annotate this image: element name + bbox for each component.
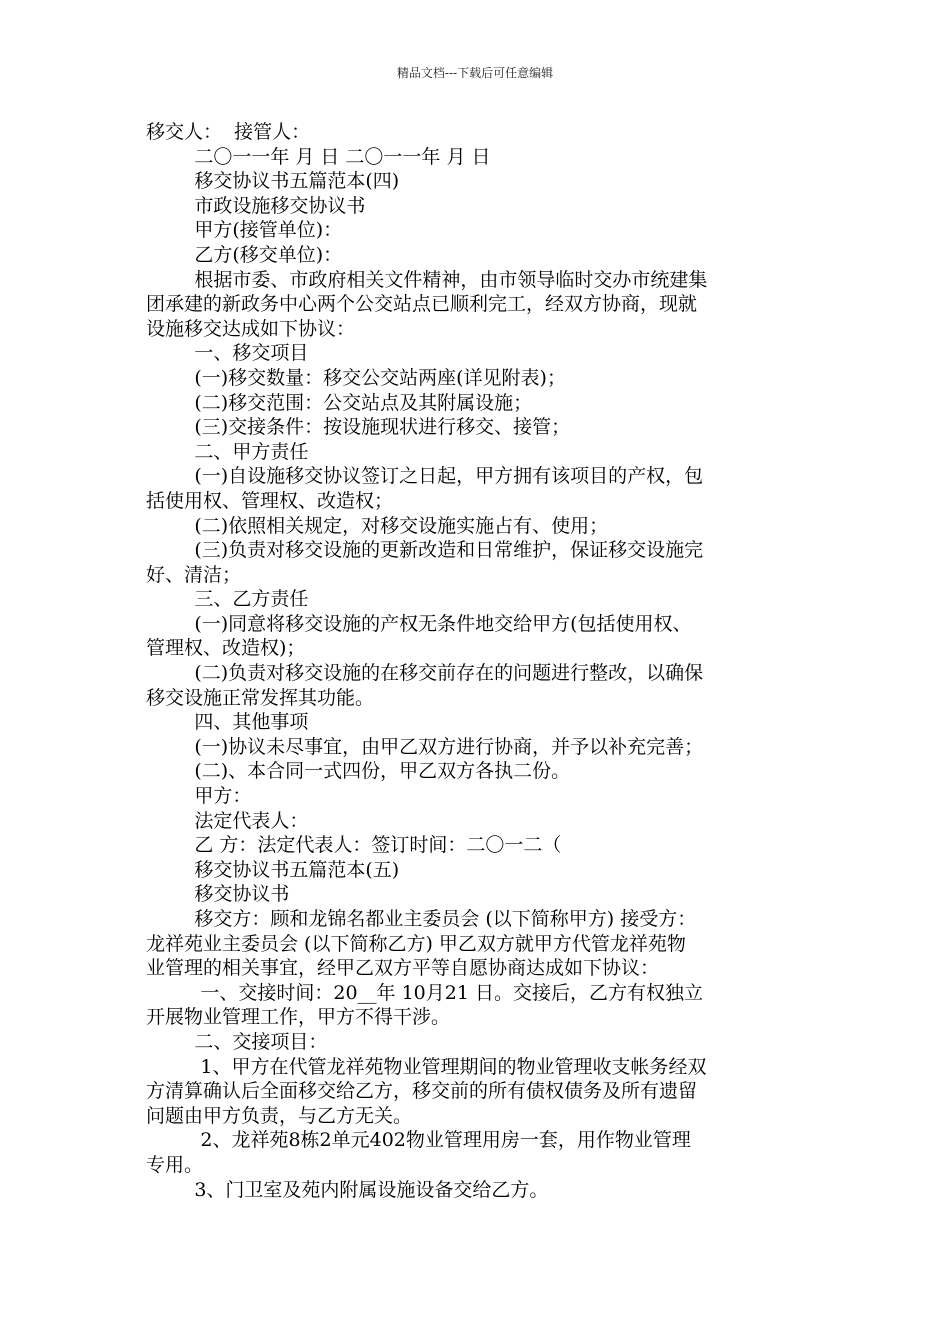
text-line: (一)自设施移交协议签订之日起，甲方拥有该项目的产权，包 [146,465,704,488]
text-line: 移交协议书五篇范本(五) [146,858,400,881]
text-line: 龙祥苑业主委员会 (以下简称乙方) 甲乙双方就甲方代管龙祥苑物 [146,932,686,955]
text-line: 3、门卫室及苑内附属设施设备交给乙方。 [146,1178,549,1201]
text-line: (一)同意将移交设施的产权无条件地交给甲方(包括使用权、 [146,612,692,635]
text-line: 一、交接时间：20__年 10月21 日。交接后，乙方有权独立 [146,981,703,1004]
text-line: 问题由甲方负责，与乙方无关。 [146,1104,413,1127]
text-line: 移交协议书 [146,883,290,906]
text-line: (二)依照相关规定，对移交设施实施占有、使用； [146,514,609,537]
text-line: 方清算确认后全面移交给乙方，移交前的所有债权债务及所有遗留 [146,1080,698,1103]
text-line: 二〇一一年 月 日 二〇一一年 月 日 [146,145,491,168]
text-line: 业管理的相关事宜，经甲乙双方平等自愿协商达成如下协议： [146,957,660,980]
text-line: 设施移交达成如下协议： [146,317,356,340]
text-line: 专用。 [146,1153,204,1176]
text-line: 移交方：顾和龙锦名都业主委员会 (以下简称甲方) 接受方： [146,908,697,930]
text-line: 根据市委、市政府相关文件精神，由市领导临时交办市统建集 [146,268,708,291]
text-line: 好、清洁； [146,563,242,586]
text-line: 法定代表人： [146,809,309,832]
text-line: (一)协议未尽事宜，由甲乙双方进行协商，并予以补充完善； [146,735,704,758]
text-line: 1、甲方在代管龙祥苑物业管理期间的物业管理收支帐务经双 [146,1055,707,1078]
text-line: 二、甲方责任 [146,440,309,463]
text-line: 甲方(接管单位)： [146,219,343,242]
text-line: 一、移交项目 [146,342,309,365]
text-line: 甲方： [146,785,252,808]
text-line: 市政设施移交协议书 [146,194,366,217]
text-line: (二)负责对移交设施的在移交前存在的问题进行整改，以确保 [146,662,704,685]
text-line: 开展物业管理工作，甲方不得干涉。 [146,1006,451,1029]
text-line: (三)交接条件：按设施现状进行移交、接管； [146,416,571,439]
text-line: (三)负责对移交设施的更新改造和日常维护，保证移交设施完 [146,539,704,562]
text-line: 管理权、改造权)； [146,637,306,660]
document-body [146,120,810,1202]
text-line: 2、龙祥苑8栋2单元402物业管理用房一套，用作物业管理 [146,1129,691,1152]
text-line: 四、其他事项 [146,711,309,734]
text-line: (二)移交范围：公交站点及其附属设施； [146,391,533,414]
text-line: 乙方(移交单位)： [146,243,343,266]
text-line: 括使用权、管理权、改造权； [146,489,394,512]
text-line: 移交人： 接管人： [146,121,311,143]
text-line: (一)移交数量：移交公交站两座(详见附表)； [146,366,566,389]
text-line: 移交协议书五篇范本(四) [146,170,400,193]
text-line: (二)、本合同一式四份，甲乙双方各执二份。 [146,760,571,783]
text-line: 乙 方：法定代表人：签订时间：二〇一二（ [146,834,562,857]
text-line: 二、交接项目： [146,1030,328,1053]
page-header: 精品文档---下载后可任意编辑 [396,66,554,80]
text-line: 移交设施正常发挥其功能。 [146,686,375,709]
text-line: 三、乙方责任 [146,588,309,611]
text-line: 团承建的新政务中心两个公交站点已顺利完工，经双方协商，现就 [146,293,698,316]
